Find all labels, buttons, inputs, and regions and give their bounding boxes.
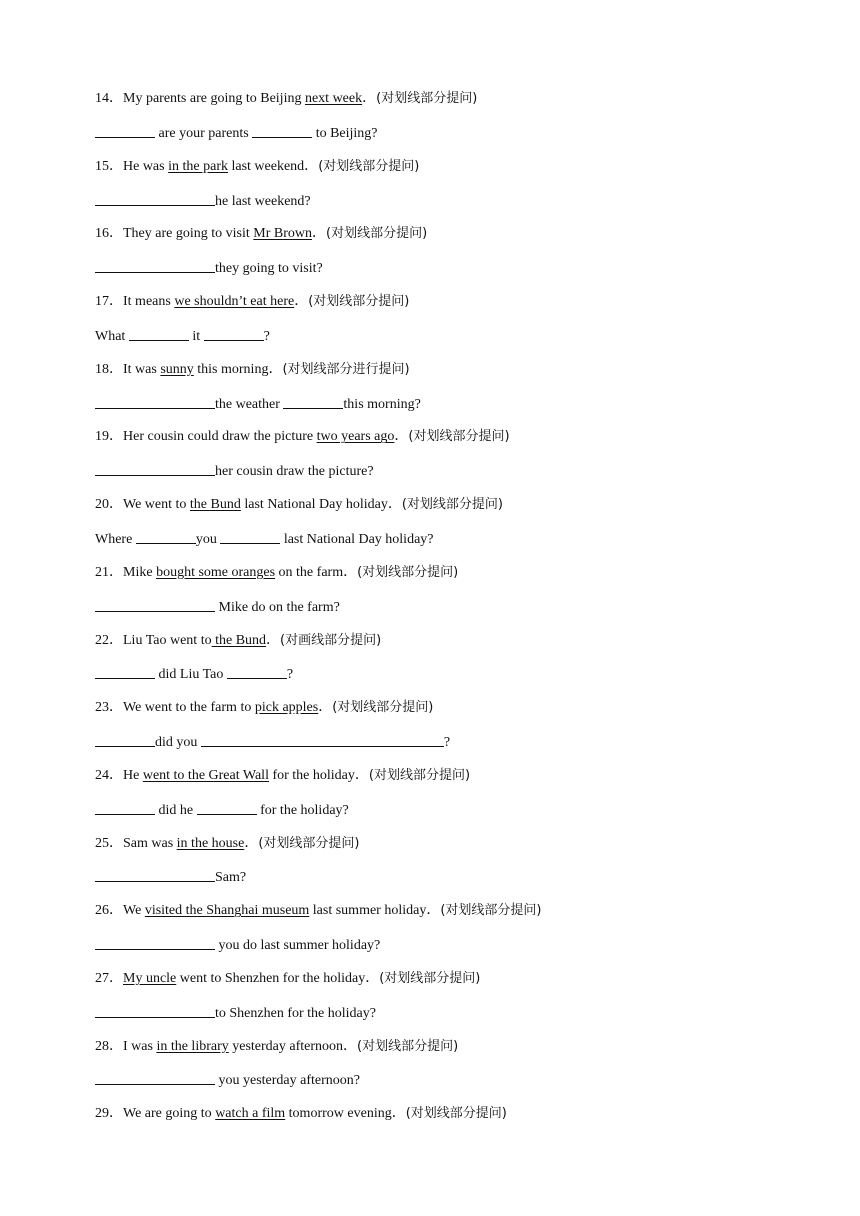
worksheet [95,89,815,1138]
question-29: 29．We are going to watch a film tomorrow evening．(对划线部分提问) [95,1106,507,1122]
answer-blank[interactable] [227,664,287,679]
question-24: 24．He went to the Great Wall for the holiday．(对划线部分提问) [95,767,471,783]
underlined-part: Mr Brown [253,226,312,242]
question-26: 26．We visited the Shanghai museum last summer holiday．(对划线部分提问) [95,903,542,919]
answer-blank[interactable] [95,732,155,747]
underlined-part: sunny [160,361,194,377]
question-17: 17．It means we shouldn’t eat here．(对划线部分提问) [95,294,410,310]
question-15: 15．He was in the park last weekend．(对划线部分提问) [95,158,420,174]
answer-blank[interactable] [95,800,155,815]
underlined-part: the Bund [189,497,241,513]
answer-blank[interactable] [197,800,257,815]
answer-blank[interactable] [95,867,215,882]
question-19: 19．Her cousin could draw the picture two years ago．(对划线部分提问) [95,429,510,445]
question-22: 22．Liu Tao went to the Bund．(对画线部分提问) [95,632,382,648]
question-18: 18．It was sunny this morning．(对划线部分进行提问) [95,361,410,377]
answer-26: you do last summer holiday? [95,935,815,969]
underlined-part: we shouldn’t eat here [174,294,295,310]
answer-27: to Shenzhen for the holiday? [95,1003,815,1037]
answer-blank[interactable] [95,1070,215,1085]
answer-blank[interactable] [95,664,155,679]
question-28: 28．I was in the library yesterday afternoon．(对划线部分提问) [95,1038,459,1054]
answer-blank[interactable] [95,394,215,409]
answer-19: her cousin draw the picture? [95,461,815,495]
answer-23: did you ? [95,732,815,766]
underlined-part: visited the Shanghai museum [144,903,310,919]
answer-14: are your parents to Beijing? [95,123,815,157]
answer-18: the weather this morning? [95,394,815,428]
answer-blank[interactable] [252,123,312,138]
underlined-part: next week [304,91,363,106]
answer-blank[interactable] [204,326,264,341]
answer-21: Mike do on the farm? [95,597,815,631]
answer-blank[interactable] [136,529,196,544]
underlined-part: the Bund [211,632,267,648]
question-25: 25．Sam was in the house．(对划线部分提问) [95,835,360,851]
answer-blank[interactable] [95,935,215,950]
answer-blank[interactable] [95,258,215,273]
answer-28: you yesterday afternoon? [95,1070,815,1104]
answer-blank[interactable] [283,394,343,409]
underlined-part: in the library [156,1038,229,1054]
answer-15: he last weekend? [95,191,815,225]
answer-blank[interactable] [95,1003,215,1018]
answer-16: they going to visit? [95,258,815,292]
answer-blank[interactable] [201,732,444,747]
answer-17: What it ? [95,326,815,360]
answer-blank[interactable] [129,326,189,341]
underlined-part: watch a film [215,1106,286,1122]
answer-24: did he for the holiday? [95,800,815,834]
underlined-part: went to the Great Wall [142,767,269,783]
answer-22: did Liu Tao ? [95,664,815,698]
underlined-part: two years ago [316,429,395,445]
underlined-part: in the park [168,158,228,174]
underlined-part: My uncle [123,970,177,986]
answer-blank[interactable] [95,461,215,476]
underlined-part: in the house [176,835,245,851]
answer-blank[interactable] [220,529,280,544]
underlined-part: pick apples [254,700,319,716]
answer-blank[interactable] [95,123,155,138]
question-16: 16．They are going to visit Mr Brown．(对划线部分提问) [95,226,428,242]
answer-blank[interactable] [95,597,215,612]
question-27: 27．My uncle went to Shenzhen for the holiday．(对划线部分提问) [95,970,481,986]
question-14: 14．My parents are going to Beijing next week．(对划线部分提问) [95,91,478,106]
answer-blank[interactable] [95,191,215,206]
question-20: 20．We went to the Bund last National Day holiday．(对划线部分提问) [95,497,503,513]
underlined-part: bought some oranges [156,564,276,580]
question-23: 23．We went to the farm to pick apples．(对划线部分提问) [95,700,434,716]
answer-20: Where you last National Day holiday? [95,529,815,563]
question-21: 21．Mike bought some oranges on the farm．(对划线部分提问) [95,564,459,580]
answer-25: Sam? [95,867,815,901]
